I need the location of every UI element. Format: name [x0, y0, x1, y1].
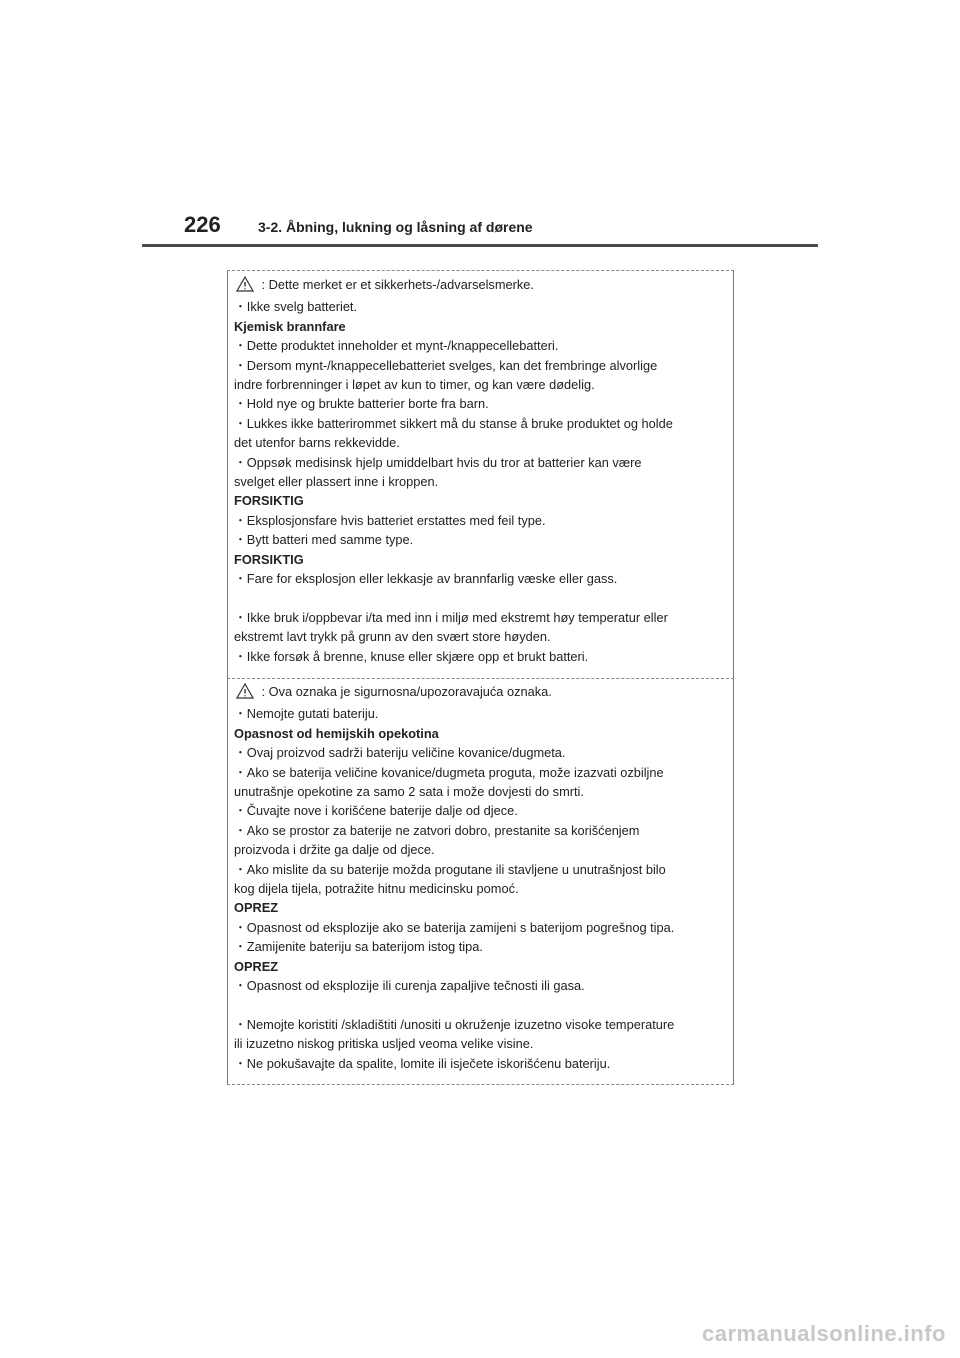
line-text: ・Čuvajte nove i korišćene baterije dalje od djece.: [234, 803, 518, 819]
text-line: [234, 472, 728, 491]
text-line: [234, 375, 728, 394]
text-line: [234, 976, 728, 995]
text-line: [234, 782, 728, 801]
line-text: : Ova oznaka je sigurnosna/upozoravajuća oznaka.: [258, 684, 552, 699]
line-text: ・Nemojte gutati bateriju.: [234, 706, 379, 722]
norwegian-warning-text: [234, 275, 728, 666]
page-number: 226: [184, 212, 221, 237]
text-line: [234, 1054, 728, 1073]
text-line: [234, 297, 728, 316]
text-line: [234, 704, 728, 723]
text-line: [234, 821, 728, 840]
line-text: proizvoda i držite ga dalje od djece.: [234, 842, 435, 858]
text-line: [234, 627, 728, 646]
subheading: [234, 957, 728, 976]
text-line: [234, 569, 728, 588]
line-text: ・Ne pokušavajte da spalite, lomite ili isječete iskorišćenu bateriju.: [234, 1055, 611, 1071]
line-text: svelget eller plassert inne i kroppen.: [234, 474, 439, 490]
text-line: [234, 530, 728, 549]
line-text: ・Dersom mynt-/knappecellebatteriet svelges, kan det frembringe alvorlige: [234, 357, 658, 373]
text-line: [234, 511, 728, 530]
text-line: [234, 275, 728, 297]
warning-box-divider: [227, 678, 734, 679]
line-text: ili izuzetno niskog pritiska usljed veoma velike visine.: [234, 1036, 534, 1052]
line-text: det utenfor barns rekkevidde.: [234, 435, 400, 451]
croatian-warning-text: [234, 682, 728, 1073]
line-text: ・Hold nye og brukte batterier borte fra barn.: [234, 396, 489, 412]
text-line: [234, 860, 728, 879]
line-text: : Dette merket er et sikkerhets-/advarselsmerke.: [258, 277, 534, 292]
line-text: ・Oppsøk medisinsk hjelp umiddelbart hvis du tror at batterier kan være: [234, 454, 642, 470]
line-text: ・Dette produktet inneholder et mynt-/knappecellebatteri.: [234, 338, 559, 354]
line-text: ・Ako se prostor za baterije ne zatvori dobro, prestanite sa korišćenjem: [234, 822, 640, 838]
text-line: [234, 801, 728, 820]
subheading: [234, 491, 728, 510]
subheading: [234, 550, 728, 569]
blank-line: [234, 996, 728, 1015]
line-text: OPREZ: [234, 900, 279, 916]
text-line: [234, 840, 728, 859]
text-line: [234, 937, 728, 956]
header-rule: [142, 244, 818, 247]
line-text: ・Zamijenite bateriju sa baterijom istog tipa.: [234, 939, 483, 955]
line-text: indre forbrenninger i løpet av kun to timer, og kan være dødelig.: [234, 377, 595, 393]
text-line: [234, 453, 728, 472]
text-line: [234, 763, 728, 782]
line-text: ・Opasnost od eksplozije ili curenja zapaljive tečnosti ili gasa.: [234, 978, 585, 994]
text-line: [234, 879, 728, 898]
text-line: [234, 682, 728, 704]
line-text: ・Ako mislite da su baterije možda progutane ili stavljene u unutrašnjost bilo: [234, 861, 666, 877]
section-title: 3-2. Åbning, lukning og låsning af dørene: [258, 219, 533, 235]
text-line: [234, 647, 728, 666]
text-line: [234, 608, 728, 627]
line-text: Opasnost od hemijskih opekotina: [234, 725, 439, 741]
text-line: [234, 1034, 728, 1053]
text-line: [234, 1015, 728, 1034]
warning-triangle-icon: [236, 683, 254, 704]
warning-box-top-border: [227, 270, 734, 271]
warning-box-bottom-border: [227, 1084, 734, 1085]
line-text: ・Ikke forsøk å brenne, knuse eller skjære opp et brukt batteri.: [234, 648, 589, 664]
text-line: [234, 394, 728, 413]
line-text: ・Nemojte koristiti /skladištiti /unositi u okruženje izuzetno visoke temperature: [234, 1016, 675, 1032]
text-line: [234, 414, 728, 433]
subheading: [234, 317, 728, 336]
line-text: kog dijela tijela, potražite hitnu medicinsku pomoć.: [234, 881, 519, 897]
blank-line: [234, 589, 728, 608]
text-line: [234, 433, 728, 452]
line-text: ・Ovaj proizvod sadrži bateriju veličine kovanice/dugmeta.: [234, 745, 566, 761]
line-text: ・Ako se baterija veličine kovanice/dugmeta proguta, može izazvati ozbiljne: [234, 764, 664, 780]
text-line: [234, 336, 728, 355]
line-text: ・Eksplosjonsfare hvis batteriet erstattes med feil type.: [234, 512, 546, 528]
watermark: carmanualsonline.info: [702, 1321, 946, 1346]
warning-triangle-icon: [236, 276, 254, 297]
line-text: FORSIKTIG: [234, 493, 304, 509]
text-line: [234, 743, 728, 762]
line-text: OPREZ: [234, 958, 279, 974]
line-text: ekstremt lavt trykk på grunn av den svært store høyden.: [234, 629, 551, 645]
line-text: ・Ikke bruk i/oppbevar i/ta med inn i miljø med ekstremt høy temperatur eller: [234, 609, 668, 625]
text-line: [234, 356, 728, 375]
text-line: [234, 918, 728, 937]
line-text: ・Opasnost od eksplozije ako se baterija zamijeni s baterijom pogrešnog tipa.: [234, 919, 675, 935]
subheading: [234, 898, 728, 917]
line-text: ・Ikke svelg batteriet.: [234, 299, 358, 315]
line-text: ・Bytt batteri med samme type.: [234, 532, 414, 548]
line-text: ・Fare for eksplosjon eller lekkasje av brannfarlig væske eller gass.: [234, 571, 618, 587]
line-text: ・Lukkes ikke batterirommet sikkert må du stanse å bruke produktet og holde: [234, 415, 673, 431]
line-text: Kjemisk brannfare: [234, 318, 346, 334]
line-text: unutrašnje opekotine za samo 2 sata i može dovjesti do smrti.: [234, 784, 584, 800]
line-text: FORSIKTIG: [234, 551, 304, 567]
subheading: [234, 724, 728, 743]
page-header: [0, 0, 960, 250]
